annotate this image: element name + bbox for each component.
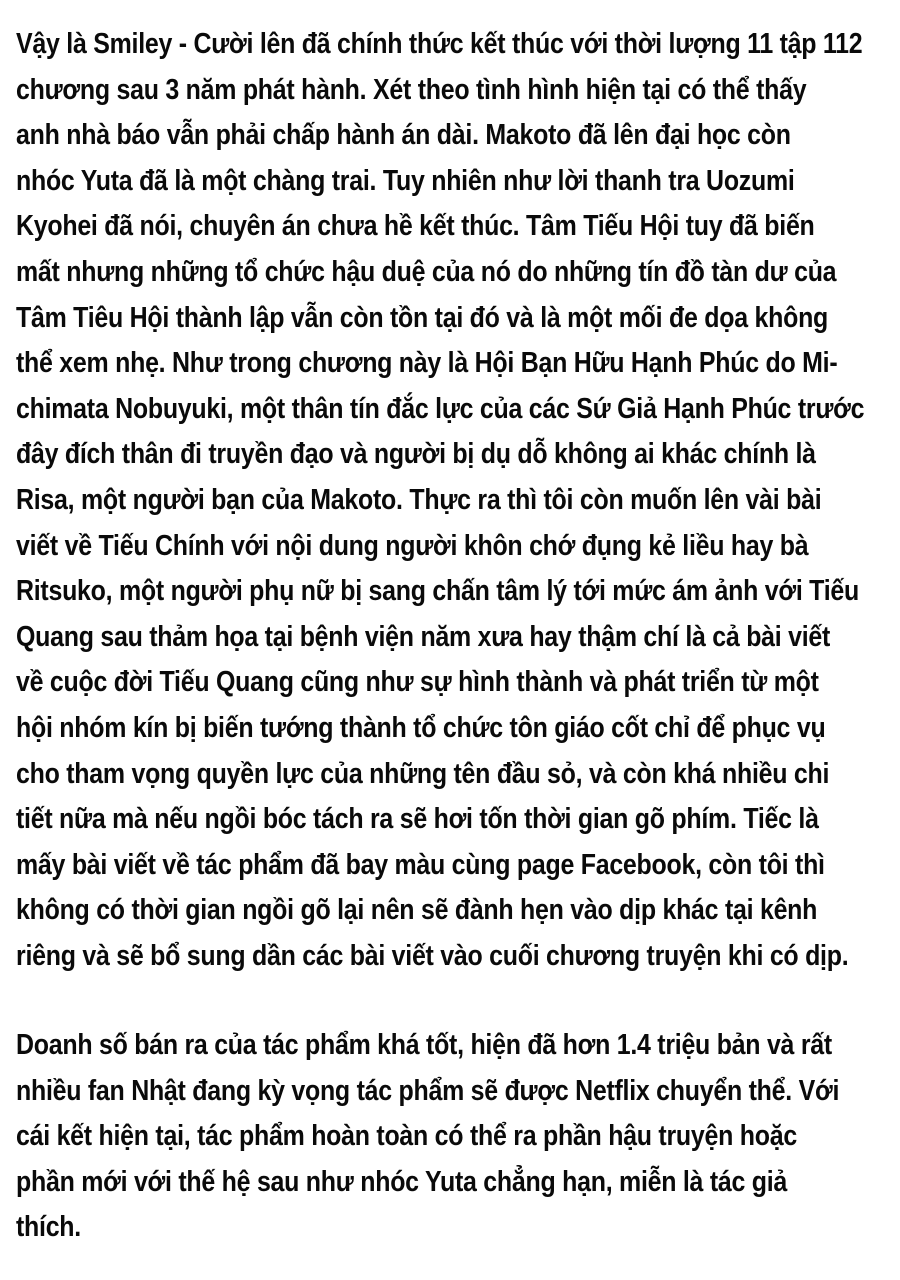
text-line: cái kết hiện tại, tác phẩm hoàn toàn có thể ra phần hậu truyện hoặc	[16, 1120, 797, 1153]
text-line: phần mới với thế hệ sau như nhóc Yuta chẳng hạn, miễn là tác giả	[16, 1165, 788, 1198]
text-line: Ritsuko, một người phụ nữ bị sang chấn tâm lý tới mức ám ảnh với Tiếu	[16, 575, 859, 608]
paragraph-sales-outlook	[16, 1023, 896, 1251]
text-line: chương sau 3 năm phát hành. Xét theo tình hình hiện tại có thể thấy	[16, 73, 807, 106]
text-line: riêng và sẽ bổ sung dần các bài viết vào cuối chương truyện khi có dịp.	[16, 939, 849, 972]
text-line: Tâm Tiêu Hội thành lập vẫn còn tồn tại đó và là một mối đe dọa không	[16, 301, 829, 334]
text-line: Doanh số bán ra của tác phẩm khá tốt, hiện đã hơn 1.4 triệu bản và rất	[16, 1029, 832, 1061]
text-line: nhiều fan Nhật đang kỳ vọng tác phẩm sẽ được Netflix chuyển thể. Với	[16, 1074, 840, 1107]
text-line: anh nhà báo vẫn phải chấp hành án dài. Makoto đã lên đại học còn	[16, 119, 791, 152]
text-line: Kyohei đã nói, chuyên án chưa hề kết thúc. Tâm Tiếu Hội tuy đã biến	[16, 210, 815, 243]
text-line: Quang sau thảm họa tại bệnh viện năm xưa hay thậm chí là cả bài viết	[16, 620, 831, 653]
text-line: đây đích thân đi truyền đạo và người bị dụ dỗ không ai khác chính là	[16, 438, 816, 471]
text-line: Risa, một người bạn của Makoto. Thực ra thì tôi còn muốn lên vài bài	[16, 483, 822, 516]
text-line: thể xem nhẹ. Như trong chương này là Hội Bạn Hữu Hạnh Phúc do Mi-	[16, 347, 838, 380]
text-line: cho tham vọng quyền lực của những tên đầu sỏ, và còn khá nhiều chi	[16, 757, 830, 790]
text-line: tiết nữa mà nếu ngồi bóc tách ra sẽ hơi tốn thời gian gõ phím. Tiếc là	[16, 803, 819, 836]
text-line: không có thời gian ngồi gõ lại nên sẽ đành hẹn vào dịp khác tại kênh	[16, 894, 818, 927]
paragraph-ending-summary	[16, 22, 896, 979]
text-line: chimata Nobuyuki, một thân tín đắc lực của các Sứ Giả Hạnh Phúc trước	[16, 392, 865, 425]
text-line: mấy bài viết về tác phẩm đã bay màu cùng page Facebook, còn tôi thì	[16, 848, 825, 881]
text-line: nhóc Yuta đã là một chàng trai. Tuy nhiên như lời thanh tra Uozumi	[16, 164, 795, 197]
text-line: hội nhóm kín bị biến tướng thành tổ chức tôn giáo cốt chỉ để phục vụ	[16, 711, 826, 744]
text-line: viết về Tiếu Chính với nội dung người khôn chớ đụng kẻ liều hay bà	[16, 529, 809, 562]
text-line: mất nhưng những tổ chức hậu duệ của nó do những tín đồ tàn dư của	[16, 255, 837, 288]
text-line: Vậy là Smiley - Cười lên đã chính thức kết thúc với thời lượng 11 tập 112	[16, 28, 863, 60]
text-line: thích.	[16, 1211, 81, 1244]
text-line: về cuộc đời Tiếu Quang cũng như sự hình thành và phát triển từ một	[16, 666, 819, 699]
